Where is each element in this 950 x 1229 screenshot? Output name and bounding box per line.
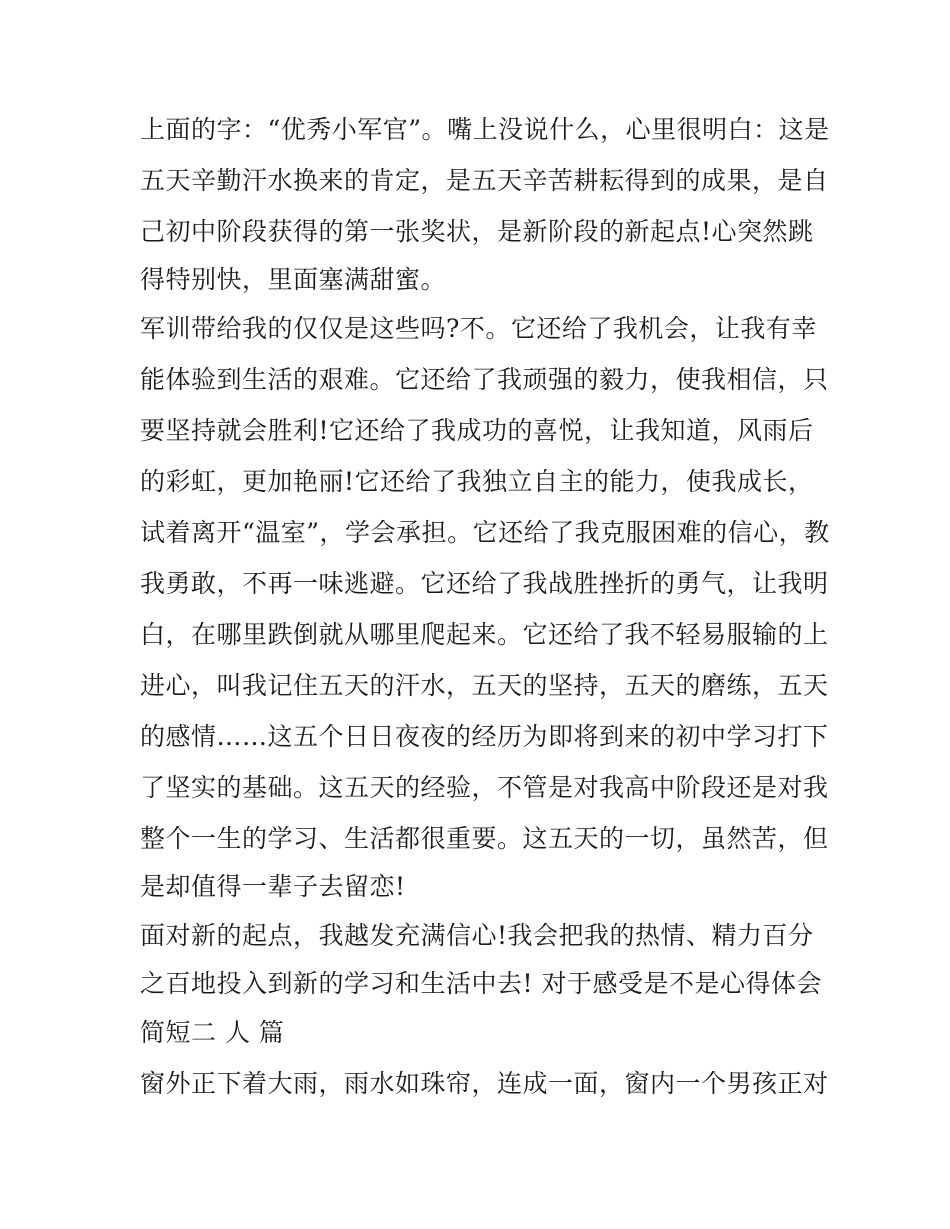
text-line: 能体验到生活的艰难。它还给了我顽强的毅力，使我相信，只 <box>140 365 829 394</box>
text-line: 要坚持就会胜利!它还给了我成功的喜悦，让我知道，风雨后 <box>140 416 814 445</box>
text-line: 窗外正下着大雨，雨水如珠帘，连成一面，窗内一个男孩正对 <box>140 1069 829 1098</box>
text-line: 我勇敢，不再一味逃避。它还给了我战胜挫折的勇气，让我明 <box>140 569 829 598</box>
text-line: 整个一生的学习、生活都很重要。这五天的一切，虽然苦，但 <box>140 824 829 853</box>
text-line: 的彩虹，更加艳丽!它还给了我独立自主的能力，使我成长， <box>140 467 814 496</box>
text-line: 得特别快，里面塞满甜蜜。 <box>140 265 447 294</box>
text-line: 试着离开“温室”，学会承担。它还给了我克服困难的信心，教 <box>140 518 830 547</box>
text-line: 进心，叫我记住五天的汗水，五天的坚持，五天的磨练，五天 <box>140 671 829 700</box>
text-line: 面对新的起点，我越发充满信心!我会把我的热情、精力百分 <box>140 921 814 950</box>
text-line: 上面的字：“优秀小军官”。嘴上没说什么，心里很明白：这是 <box>140 115 830 144</box>
text-line: 军训带给我的仅仅是这些吗?不。它还给了我机会，让我有幸 <box>140 314 817 343</box>
text-line: 白，在哪里跌倒就从哪里爬起来。它还给了我不轻易服输的上 <box>140 620 829 649</box>
document-body <box>140 104 830 1109</box>
text-line: 己初中阶段获得的第一张奖状，是新阶段的新起点!心突然跳 <box>140 217 814 246</box>
text-line: 了坚实的基础。这五天的经验，不管是对我高中阶段还是对我 <box>140 773 829 802</box>
text-line: 五天辛勤汗水换来的肯定，是五天辛苦耕耘得到的成果，是自 <box>140 166 829 195</box>
text-line: 之百地投入到新的学习和生活中去! 对于感受是不是心得体会 <box>140 969 822 998</box>
text-line: 的感情……这五个日日夜夜的经历为即将到来的初中学习打下 <box>140 722 829 751</box>
section-heading: 简短二 人 篇 <box>140 1018 285 1047</box>
text-line: 是却值得一辈子去留恋! <box>140 872 406 901</box>
